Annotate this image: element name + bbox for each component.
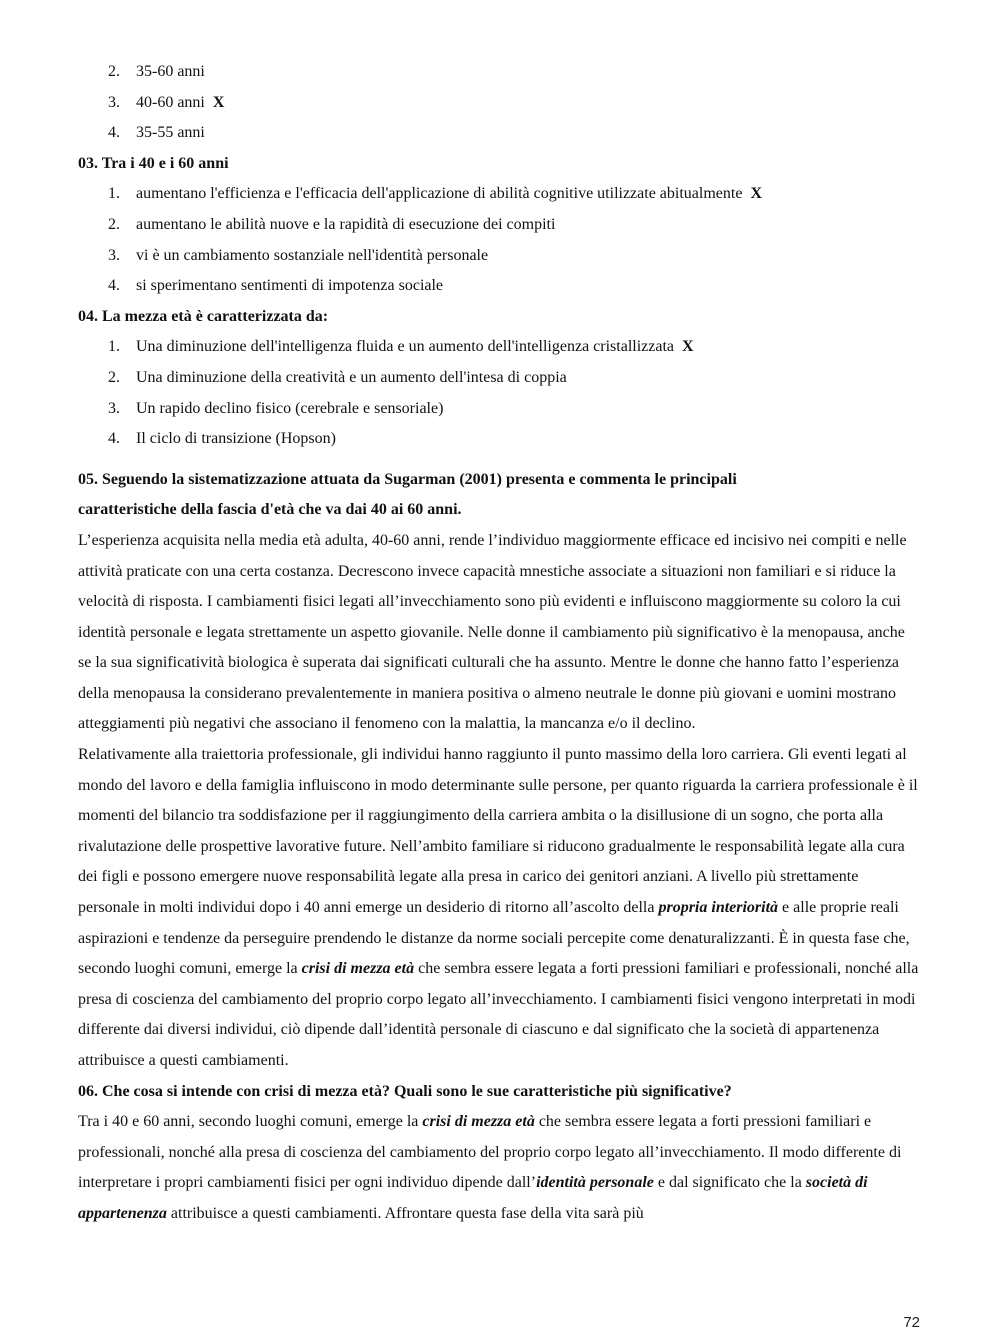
- list-item: 4. si sperimentano sentimenti di impotenza sociale: [108, 277, 444, 295]
- answer-paragraph-06: Tra i 40 e 60 anni, secondo luoghi comuni, emerge la crisi di mezza età che sembra essere legata a forti pressioni familiari e professionali, nonché alla presa di coscienza del cambiamento del proprio corpo legato all’invecchiamento. Il modo differente di interpretare i propri cambiamenti fisici per ogni individuo dipende dall’identità personale e dal significato che la società di appartenenza attribuisce a questi cambiamenti. Affrontare questa fase della vita sarà più: [78, 1113, 902, 1222]
- emphasis-text: società di appartenenza: [78, 1174, 868, 1222]
- q04-options: [78, 332, 920, 454]
- list-item: 2. Una diminuzione della creatività e un aumento dell'intesa di coppia: [108, 368, 567, 386]
- answer-mark: X: [682, 338, 694, 356]
- answer-mark: X: [750, 185, 762, 203]
- question-title-03: 03. Tra i 40 e i 60 anni: [78, 154, 229, 172]
- question-title-06: 06. Che cosa si intende con crisi di mezza età? Quali sono le sue caratteristiche più significative?: [78, 1082, 732, 1100]
- list-item: 1. aumentano l'efficienza e l'efficacia dell'applicazione di abilità cognitive utilizzate abitualmente X: [108, 185, 762, 203]
- list-item: 2. 35-60 anni: [108, 63, 205, 80]
- q02-options: [78, 57, 920, 149]
- page-number: 72: [903, 1314, 920, 1331]
- list-item: 1. Una diminuzione dell'intelligenza fluida e un aumento dell'intelligenza cristallizzata X: [108, 338, 694, 356]
- question-title-05: 05. Seguendo la sistematizzazione attuata da Sugarman (2001) presenta e commenta le principali caratteristiche della fascia d'età che va dai 40 ai 60 anni.: [78, 470, 737, 519]
- list-item: 3. vi è un cambiamento sostanziale nell'identità personale: [108, 246, 489, 264]
- list-item: 3. Un rapido declino fisico (cerebrale e sensoriale): [108, 399, 444, 417]
- q03-options: [78, 179, 920, 301]
- question-title-04: 04. La mezza età è caratterizzata da:: [78, 307, 329, 325]
- list-item: 2. aumentano le abilità nuove e la rapidità di esecuzione dei compiti: [108, 215, 556, 233]
- list-item: 3. 40-60 anni X: [108, 93, 225, 111]
- emphasis-text: crisi di mezza età: [422, 1113, 535, 1131]
- list-item: 4. 35-55 anni: [108, 124, 205, 142]
- list-item: 4. Il ciclo di transizione (Hopson): [108, 430, 336, 448]
- answer-paragraph-05-2: Relativamente alla traiettoria professionale, gli individui hanno raggiunto il punto massimo della loro carriera. Gli eventi legati al mondo del lavoro e della famiglia influiscono in modo determinante sulle persone, per quanto riguarda la carriera professionale è il momenti del bilancio tra soddisfazione per il raggiungimento della carriera ambita o la disillusione di un sogno, che porta alla rivalutazione delle prospettive lavorative future. Nell’ambito familiare si riducono gradualmente le responsabilità legate alla cura dei figli e possono emergere nuove responsabilità legate alla presa in carico dei genitori anziani. A livello più strettamente personale in molti individui dopo i 40 anni emerge un desiderio di ritorno all’ascolto della propria interiorità e alle proprie reali aspirazioni e tendenze da perseguire prendendo le distanze da norme sociali percepite come denaturalizzanti. È in questa fase che, secondo luoghi comuni, emerge la crisi di mezza età che sembra essere legata a forti pressioni familiari e professionali, nonché alla presa di coscienza del cambiamento del proprio corpo legato all’invecchiamento. I cambiamenti fisici vengono interpretati in modi differente dai diversi individui, ciò dipende dall’identità personale di ciascuno e dal significato che la società di appartenenza attribuisce a questi cambiamenti.: [78, 746, 919, 1069]
- emphasis-text: propria interiorità: [658, 899, 779, 917]
- answer-paragraph-05-1: L’esperienza acquisita nella media età adulta, 40-60 anni, rende l’individuo maggiormente efficace ed incisivo nei compiti e nelle attività praticate con una certa costanza. Decrescono invece capacità mnestiche associate a situazioni non familiari e si riduce la velocità di risposta. I cambiamenti fisici legati all’invecchiamento sono più evidenti e influiscono maggiormente su coloro la cui identità personale e legata strettamente un aspetto giovanile. Nelle donne il cambiamento più significativo è la menopausa, anche se la sua significatività biologica è superata dai significati culturali che ha assunto. Mentre le donne che hanno fatto l’esperienza della menopausa la considerano prevalentemente in maniera positiva o almeno neutrale le donne più giovani e uomini mostrano atteggiamenti più negativi che associano il fenomeno con la malattia, la mancanza e/o il declino.: [78, 531, 907, 733]
- emphasis-text: crisi di mezza età: [301, 960, 415, 978]
- answer-mark: X: [212, 93, 225, 111]
- emphasis-text: identità personale: [536, 1174, 654, 1192]
